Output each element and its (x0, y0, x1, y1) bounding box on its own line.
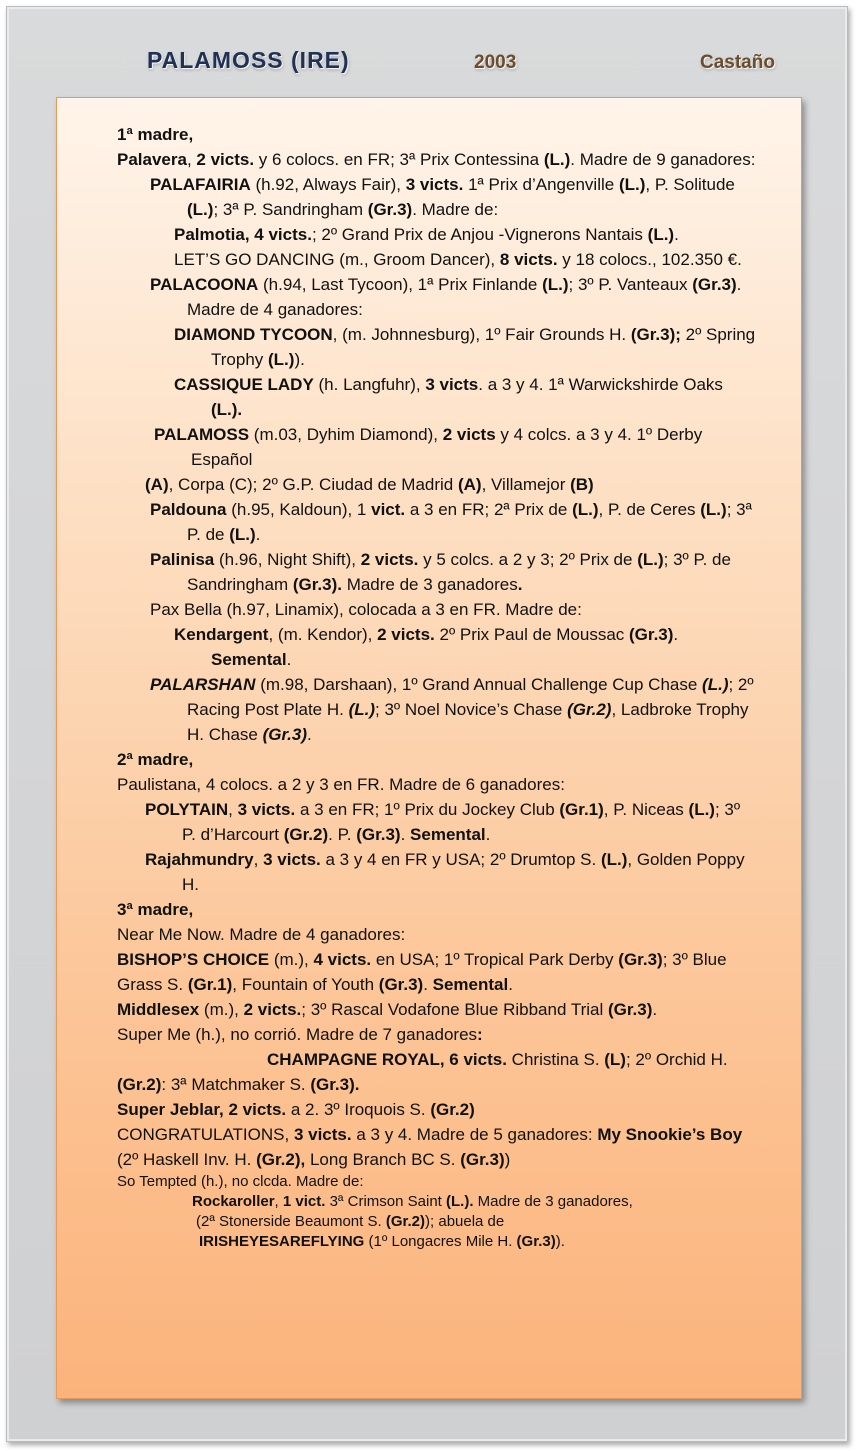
pedigree-text-segment: 4 victs. (313, 950, 372, 969)
pedigree-text-segment: (L.) (702, 675, 729, 694)
pedigree-text-segment: POLYTAIN (145, 800, 229, 819)
pedigree-text-segment: , Villamejor (481, 475, 571, 494)
pedigree-line (117, 222, 757, 247)
pedigree-line (117, 1047, 757, 1097)
pedigree-text-segment: CASSIQUE LADY (174, 375, 314, 394)
pedigree-text-segment: (Gr.3) (607, 1000, 653, 1019)
pedigree-text-segment: 3 victs. (293, 1125, 352, 1144)
pedigree-text-segment: Kendargent (174, 625, 269, 644)
pedigree-text-segment: ; 3º Noel Novice’s Chase (375, 700, 568, 719)
pedigree-text-segment: ). (555, 1233, 565, 1250)
pedigree-text-segment: , P. Niceas (603, 800, 689, 819)
pedigree-text-segment: 3 victs. (405, 175, 464, 194)
pedigree-text-segment: 1 vict. (282, 1193, 326, 1210)
pedigree-line (117, 1192, 757, 1212)
pedigree-line (117, 622, 757, 672)
pedigree-line (117, 422, 757, 472)
pedigree-text-segment: (m.), (199, 1000, 244, 1019)
pedigree-text-segment: ; 3º P. d’Harcourt (182, 800, 741, 844)
pedigree-text-segment: (Gr.3) (262, 725, 307, 744)
pedigree-line (117, 797, 757, 847)
pedigree-text-segment: (h.95, Kaldoun), 1 (226, 500, 372, 519)
pedigree-text-segment: (h.96, Night Shift), (214, 550, 361, 569)
pedigree-text-segment: Paulistana, 4 colocs. a 2 y 3 en FR. Madre de 6 ganadores: (117, 775, 565, 794)
pedigree-text-segment: . Madre de 9 ganadores: (570, 150, 756, 169)
pedigree-text-segment: 2 victs. (196, 150, 255, 169)
pedigree-text-segment: (Gr.3). (310, 1075, 360, 1094)
pedigree-text-segment: , Fountain of Youth (232, 975, 379, 994)
pedigree-text-segment: (L.) (700, 500, 727, 519)
pedigree-text-segment: y 18 colocs., 102.350 €. (557, 250, 742, 269)
pedigree-line (117, 1097, 757, 1122)
pedigree-line (117, 372, 757, 422)
pedigree-text-segment: , (m. Johnnesburg), 1º Fair Grounds H. (332, 325, 631, 344)
pedigree-line (117, 172, 757, 222)
pedigree-text-segment: BISHOP’S CHOICE (117, 950, 270, 969)
pedigree-line (117, 547, 757, 597)
pedigree-text-segment: (Gr.1) (559, 800, 604, 819)
pedigree-text-segment: 2º Spring Trophy (211, 325, 756, 369)
pedigree-line (117, 472, 757, 497)
pedigree-text-segment: (L.) (348, 700, 376, 719)
pedigree-text-segment: (Gr.2) (567, 700, 612, 719)
pedigree-text-segment: vict. (371, 500, 406, 519)
pedigree-text-segment: Semental (410, 825, 486, 844)
pedigree-line (117, 1212, 757, 1232)
pedigree-text-segment: 3 victs (425, 375, 479, 394)
pedigree-text-segment: ; 3º Blue Grass S. (117, 950, 727, 994)
pedigree-text-segment: ; 2º Orchid H. (625, 1050, 728, 1069)
pedigree-text-segment: a 3 y 4 en FR y USA; 2º Drumtop S. (320, 850, 601, 869)
pedigree-text-segment: (Gr.2), (256, 1150, 306, 1169)
pedigree-text-segment: y 4 colcs. a 3 y 4. 1º Derby Español (191, 425, 703, 469)
pedigree-text-segment: 2 victs (442, 425, 496, 444)
pedigree-text-segment: (Gr.2) (430, 1100, 475, 1119)
pedigree-text-segment: y 6 colocs. en FR; 3ª Prix Contessina (254, 150, 544, 169)
pedigree-text-segment: (Gr.3) (378, 975, 424, 994)
pedigree-panel (56, 97, 802, 1399)
pedigree-text-segment: 3ª Crimson Saint (325, 1193, 447, 1210)
pedigree-text-segment: (L.). (446, 1193, 474, 1210)
pedigree-text-segment: ; 2º Grand Prix de Anjou -Vignerons Nantais (311, 225, 648, 244)
pedigree-text (117, 122, 757, 1252)
pedigree-text-segment: DIAMOND TYCOON (174, 325, 333, 344)
pedigree-text-segment: PALAMOSS (154, 425, 250, 444)
pedigree-text-segment: Rajahmundry (145, 850, 254, 869)
pedigree-text-segment: ; 3º P. de Sandringham (187, 550, 731, 594)
pedigree-line (117, 997, 757, 1022)
pedigree-text-segment: , P. de Ceres (598, 500, 701, 519)
pedigree-line (117, 1172, 757, 1192)
pedigree-text-segment: a 3 y 4. Madre de 5 ganadores: (351, 1125, 598, 1144)
pedigree-text-segment: : (477, 1025, 483, 1044)
birth-year: 2003 (474, 52, 517, 73)
pedigree-text-segment: (h.92, Always Fair), (250, 175, 406, 194)
pedigree-text-segment: CHAMPAGNE ROYAL, 6 victs. (267, 1050, 507, 1069)
pedigree-text-segment: , (274, 1193, 283, 1210)
pedigree-text-segment: . (652, 1000, 658, 1019)
pedigree-text-segment: (Gr.2) (385, 1213, 426, 1230)
pedigree-text-segment: Madre de 3 ganadores, (473, 1193, 633, 1210)
pedigree-text-segment: . (423, 975, 433, 994)
pedigree-text-segment: 3 victs. (237, 800, 296, 819)
pedigree-text-segment: ) (504, 1150, 511, 1169)
pedigree-text-segment: . a 3 y 4. 1ª Warwickshirde Oaks (478, 375, 723, 394)
pedigree-text-segment: (L) (604, 1050, 626, 1069)
pedigree-text-segment: . (674, 225, 679, 244)
pedigree-text-segment: ; 3ª P. de (187, 500, 752, 544)
pedigree-line (117, 1122, 757, 1172)
pedigree-text-segment: a 3 en FR; 2ª Prix de (405, 500, 573, 519)
pedigree-line (117, 747, 757, 772)
pedigree-text-segment: (Gr.3) (629, 625, 674, 644)
pedigree-text-segment: Rockaroller (192, 1193, 275, 1210)
pedigree-text-segment: Palmotia, 4 victs. (174, 225, 312, 244)
pedigree-text-segment: PALACOONA (150, 275, 259, 294)
pedigree-line (117, 597, 757, 622)
pedigree-line (117, 897, 757, 922)
pedigree-text-segment: Paldouna (150, 500, 227, 519)
pedigree-text-segment: (Gr.2) (117, 1075, 162, 1094)
pedigree-text-segment: 3 victs. (263, 850, 321, 869)
pedigree-text-segment: (Gr.3) (460, 1150, 505, 1169)
pedigree-text-segment: (Gr.1) (187, 975, 233, 994)
pedigree-line (117, 122, 757, 147)
pedigree-text-segment: ; 2º Racing Post Plate H. (187, 675, 754, 719)
pedigree-text-segment: ; 3º P. Vanteaux (568, 275, 693, 294)
pedigree-text-segment: LET’S GO DANCING (m., Groom Dancer), (174, 250, 500, 269)
pedigree-text-segment: ; 3º Rascal Vodafone Blue Ribband Trial (301, 1000, 608, 1019)
pedigree-text-segment: (m.03, Dyhim Diamond), (249, 425, 443, 444)
pedigree-text-segment: (L.). (211, 400, 243, 419)
pedigree-text-segment: (L.) (268, 350, 295, 369)
pedigree-text-segment: a 2. 3º Iroquois S. (286, 1100, 431, 1119)
pedigree-text-segment: 1ª Prix d’Angenville (463, 175, 619, 194)
pedigree-text-segment: (2º Haskell Inv. H. (117, 1150, 257, 1169)
pedigree-text-segment: 1ª madre, (117, 125, 194, 144)
pedigree-text-segment: IRISHEYESAREFLYING (199, 1233, 365, 1250)
pedigree-text-segment: So Tempted (h.), no clcda. Madre de: (117, 1173, 364, 1190)
pedigree-text-segment: (Gr.2) (283, 825, 329, 844)
pedigree-text-segment: (1º Longacres Mile H. (364, 1233, 517, 1250)
pedigree-text-segment: . P. (328, 825, 357, 844)
coat-color: Castaño (700, 52, 775, 73)
pedigree-text-segment: (A) (457, 475, 482, 494)
pedigree-text-segment: . (400, 825, 411, 844)
pedigree-text-segment: (Gr.3) (356, 825, 401, 844)
pedigree-line (117, 272, 757, 322)
pedigree-text-segment: ). (294, 350, 305, 369)
pedigree-text-segment: Near Me Now. Madre de 4 ganadores: (117, 925, 406, 944)
pedigree-line (117, 247, 757, 272)
horse-name-title: PALAMOSS (IRE) (147, 47, 350, 73)
pedigree-text-segment: , (253, 850, 264, 869)
pedigree-text-segment: (L.) (543, 150, 571, 169)
pedigree-text-segment: . (508, 975, 513, 994)
pedigree-text-segment: (L.) (600, 850, 628, 869)
pedigree-text-segment: Pax Bella (h.97, Linamix), colocada a 3 en FR. Madre de: (150, 600, 582, 619)
pedigree-text-segment: (h. Langfuhr), (313, 375, 426, 394)
pedigree-text-segment: , (m. Kendor), (268, 625, 378, 644)
pedigree-line (117, 322, 757, 372)
pedigree-text-segment: , (228, 800, 238, 819)
pedigree-line (117, 847, 757, 897)
pedigree-text-segment: , Corpa (C); 2º G.P. Ciudad de Madrid (168, 475, 458, 494)
pedigree-text-segment: , Golden Poppy H. (182, 850, 745, 894)
pedigree-line (117, 147, 757, 172)
pedigree-text-segment: . (307, 725, 312, 744)
pedigree-text-segment: . (255, 525, 261, 544)
pedigree-text-segment: Madre de 3 ganadores (341, 575, 518, 594)
pedigree-text-segment: CONGRATULATIONS, (117, 1125, 294, 1144)
pedigree-line (117, 1232, 757, 1252)
pedigree-text-segment: My Snookie’s Boy (597, 1125, 743, 1144)
pedigree-text-segment: (Gr.3) (692, 275, 737, 294)
pedigree-text-segment: , Ladbroke Trophy H. Chase (187, 700, 749, 744)
pedigree-text-segment: Super Jeblar, 2 victs. (117, 1100, 287, 1119)
pedigree-text-segment: Palavera (117, 150, 187, 169)
pedigree-line (117, 922, 757, 947)
pedigree-text-segment: ; 3ª P. Sandringham (213, 200, 368, 219)
pedigree-text-segment: . (517, 575, 523, 594)
pedigree-text-segment: : 3ª Matchmaker S. (161, 1075, 311, 1094)
pedigree-line (117, 772, 757, 797)
pedigree-text-segment: 2 victs. (360, 550, 419, 569)
pedigree-text-segment: 2ª madre, (117, 750, 194, 769)
pedigree-text-segment: . Madre de 4 ganadores: (187, 275, 742, 319)
pedigree-text-segment: (Gr.3); (630, 325, 681, 344)
pedigree-text-segment: , (186, 150, 197, 169)
pedigree-text-segment: (Gr.3) (618, 950, 663, 969)
pedigree-text-segment: . (673, 625, 679, 644)
pedigree-text-segment: Semental (432, 975, 509, 994)
pedigree-text-segment: 2 victs. (243, 1000, 302, 1019)
pedigree-text-segment: PALAFAIRIA (150, 175, 251, 194)
pedigree-line (117, 672, 757, 747)
pedigree-text-segment: (m.), (269, 950, 314, 969)
pedigree-text-segment: (Gr.3) (516, 1233, 556, 1250)
pedigree-text-segment: . (485, 825, 491, 844)
pedigree-line (117, 1022, 757, 1047)
pedigree-text-segment: Long Branch BC S. (305, 1150, 461, 1169)
pedigree-line (117, 497, 757, 547)
pedigree-line (117, 947, 757, 997)
pedigree-text-segment: 8 victs. (499, 250, 558, 269)
pedigree-text-segment: Christina S. (506, 1050, 605, 1069)
pedigree-text-segment: (2ª Stonerside Beaumont S. (196, 1213, 386, 1230)
pedigree-text-segment: (Gr.3). (292, 575, 342, 594)
pedigree-text-segment: Middlesex (117, 1000, 200, 1019)
pedigree-text-segment: (A) (145, 475, 169, 494)
pedigree-text-segment: (L.) (647, 225, 675, 244)
pedigree-text-segment: ); abuela de (425, 1213, 505, 1230)
pedigree-text-segment: . (286, 650, 292, 669)
pedigree-text-segment: PALARSHAN (150, 675, 256, 694)
pedigree-text-segment: en USA; 1º Tropical Park Derby (371, 950, 619, 969)
pedigree-text-segment: (L.) (229, 525, 256, 544)
pedigree-text-segment: (L.) (187, 200, 214, 219)
pedigree-text-segment: , P. Solitude (645, 175, 735, 194)
pedigree-text-segment: (L.) (688, 800, 715, 819)
pedigree-text-segment: (L.) (618, 175, 646, 194)
pedigree-text-segment: 2º Prix Paul de Moussac (434, 625, 630, 644)
pedigree-text-segment: 3ª madre, (117, 900, 194, 919)
pedigree-text-segment: 2 victs. (377, 625, 435, 644)
pedigree-text-segment: (B) (570, 475, 594, 494)
pedigree-text-segment: a 3 en FR; 1º Prix du Jockey Club (295, 800, 560, 819)
pedigree-text-segment: y 5 colcs. a 2 y 3; 2º Prix de (418, 550, 638, 569)
pedigree-text-segment: (m.98, Darshaan), 1º Grand Annual Challenge Cup Chase (255, 675, 703, 694)
pedigree-text-segment: Palinisa (150, 550, 215, 569)
pedigree-text-segment: Semental (211, 650, 287, 669)
pedigree-text-segment: (h.94, Last Tycoon), 1ª Prix Finlande (258, 275, 543, 294)
pedigree-text-segment: (L.) (572, 500, 599, 519)
pedigree-text-segment: (L.) (637, 550, 664, 569)
pedigree-text-segment: (L.) (542, 275, 569, 294)
pedigree-text-segment: Super Me (h.), no corrió. Madre de 7 ganadores (117, 1025, 478, 1044)
pedigree-text-segment: (Gr.3) (367, 200, 413, 219)
pedigree-text-segment: . Madre de: (412, 200, 499, 219)
